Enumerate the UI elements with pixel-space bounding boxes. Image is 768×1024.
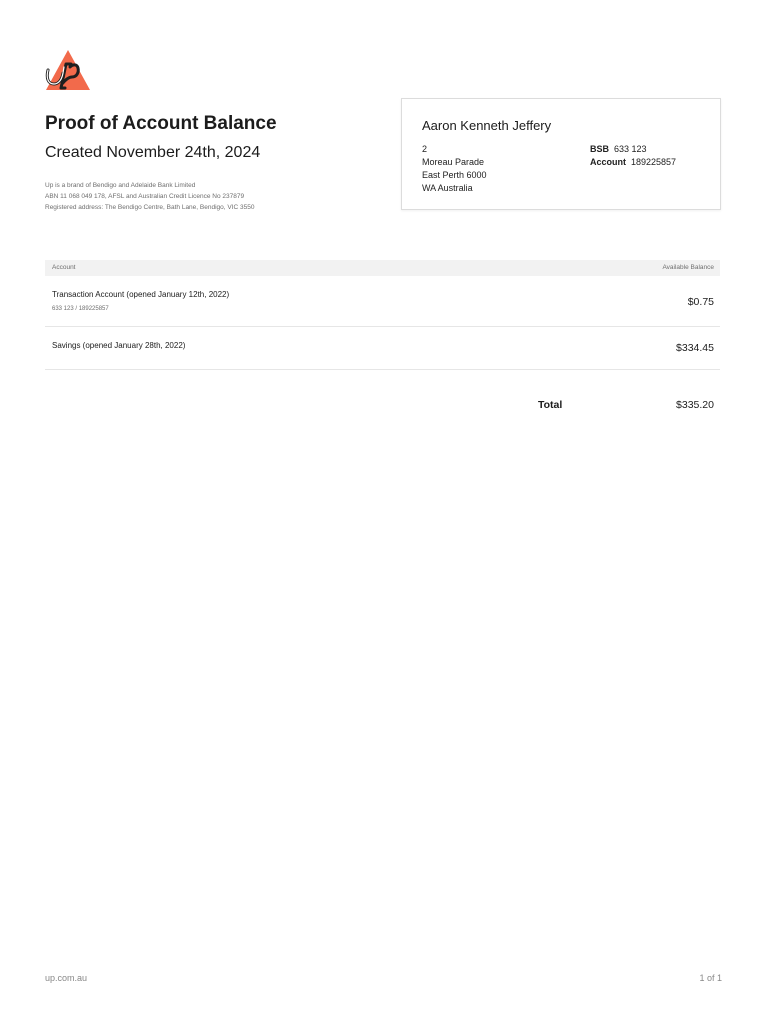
account-holder-card [401, 98, 721, 210]
page-number: 1 of 1 [699, 973, 722, 983]
table-row [45, 277, 720, 327]
bsb-value: 633 123 [614, 144, 647, 154]
account-name: Savings (opened January 28th, 2022) [52, 341, 186, 350]
column-header-account: Account [52, 264, 76, 271]
address-line: Moreau Parade [422, 157, 485, 167]
total-label: Total [538, 399, 563, 411]
account-number: 633 123 / 189225857 [52, 306, 109, 312]
legal-line: ABN 11 068 049 178, AFSL and Australian Credit Licence No 237879 [45, 193, 245, 200]
account-balance: $334.45 [676, 342, 714, 354]
account-balance: $0.75 [687, 296, 714, 308]
bsb-label: BSB [590, 144, 610, 154]
account-number-value: 189225857 [631, 157, 677, 167]
bank-details [590, 143, 676, 169]
account-name: Transaction Account (opened January 12th, 2022) [52, 290, 230, 299]
address-line: WA Australia [422, 183, 473, 193]
table-header [45, 260, 720, 276]
column-header-balance: Available Balance [662, 264, 714, 271]
bsb-row [590, 143, 676, 156]
footer-website: up.com.au [45, 973, 88, 983]
up-logo [44, 48, 92, 92]
up-logo-icon [44, 48, 92, 92]
holder-name: Aaron Kenneth Jeffery [422, 118, 552, 133]
holder-address [422, 143, 487, 195]
legal-line: Registered address: The Bendigo Centre, Bath Lane, Bendigo, VIC 3550 [45, 204, 255, 211]
total-amount: $335.20 [676, 399, 714, 411]
table-row [45, 327, 720, 370]
account-number-label: Account [590, 157, 626, 167]
account-number-row [590, 156, 676, 169]
created-date: Created November 24th, 2024 [45, 144, 261, 161]
legal-line: Up is a brand of Bendigo and Adelaide Bank Limited [45, 182, 196, 189]
page-title: Proof of Account Balance [45, 113, 277, 134]
address-line: East Perth 6000 [422, 170, 487, 180]
legal-notice [45, 180, 254, 213]
address-line: 2 [422, 144, 428, 154]
